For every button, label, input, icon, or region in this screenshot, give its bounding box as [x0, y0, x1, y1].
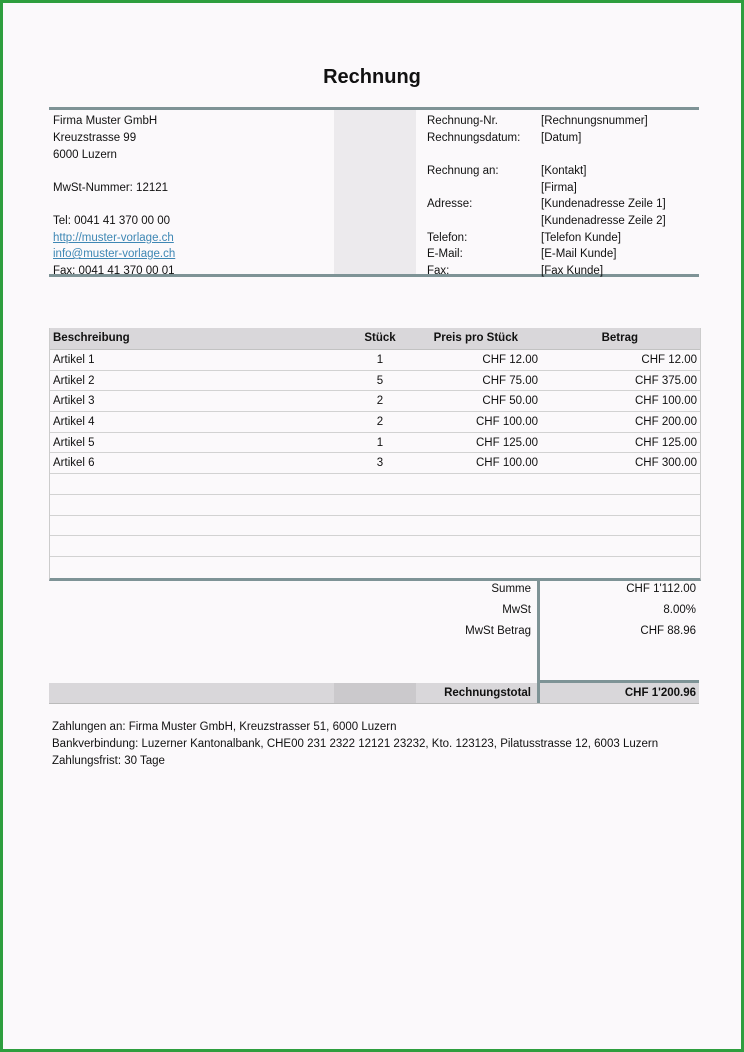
email-label: E-Mail: — [427, 248, 463, 260]
payment-footer — [52, 719, 658, 770]
row-unit-price: CHF 75.00 — [482, 374, 538, 387]
table-row — [50, 433, 700, 454]
row-amount: CHF 100.00 — [634, 395, 697, 408]
sender-email-link[interactable]: info@muster-vorlage.ch — [53, 248, 176, 260]
table-row — [50, 453, 700, 474]
empty-table-row — [50, 536, 700, 557]
address-label: Adresse: — [427, 198, 473, 210]
empty-table-row — [50, 495, 700, 516]
row-description: Artikel 5 — [53, 436, 95, 449]
empty-table-row — [50, 557, 700, 578]
row-description: Artikel 1 — [53, 354, 95, 366]
sum-value: CHF 1'112.00 — [626, 583, 696, 595]
vat-label: MwSt — [502, 604, 531, 616]
header-description: Beschreibung — [53, 332, 130, 344]
vat-amount-label: MwSt Betrag — [465, 625, 531, 637]
empty-table-row — [50, 516, 700, 537]
row-quantity: 3 — [376, 457, 384, 470]
payment-terms: Zahlungsfrist: 30 Tage — [52, 755, 165, 767]
sender-fax: Fax: 0041 41 370 00 01 — [53, 265, 175, 277]
row-unit-price: CHF 12.00 — [482, 354, 538, 366]
grand-total-value: CHF 1'200.96 — [624, 687, 696, 699]
row-description: Artikel 6 — [53, 457, 95, 470]
invoice-contact-value: [Kontakt] — [541, 165, 587, 177]
sender-street: Kreuzstrasse 99 — [53, 132, 137, 144]
row-unit-price: CHF 50.00 — [482, 395, 538, 408]
totals-block — [49, 579, 699, 701]
table-row — [50, 412, 700, 433]
table-row — [50, 371, 700, 392]
row-description: Artikel 3 — [53, 395, 95, 408]
row-amount: CHF 300.00 — [634, 457, 697, 470]
row-amount: CHF 375.00 — [634, 374, 697, 387]
sum-label: Summe — [491, 583, 531, 595]
row-description: Artikel 2 — [53, 374, 95, 387]
row-description: Artikel 4 — [53, 416, 95, 429]
email-value: [E-Mail Kunde] — [541, 248, 617, 260]
row-amount: CHF 125.00 — [634, 436, 697, 449]
row-quantity: 5 — [376, 374, 384, 387]
phone-label: Telefon: — [427, 232, 468, 244]
row-unit-price: CHF 100.00 — [475, 416, 538, 429]
row-unit-price: CHF 100.00 — [475, 457, 538, 470]
sender-company: Firma Muster GmbH — [53, 115, 158, 127]
grand-total-row — [49, 683, 699, 704]
invoice-number-label: Rechnung-Nr. — [427, 115, 498, 127]
header-shade — [334, 110, 416, 274]
items-table — [49, 328, 701, 581]
sender-vat: MwSt-Nummer: 12121 — [53, 182, 169, 194]
invoice-company-value: [Firma] — [541, 182, 577, 194]
invoice-to-label: Rechnung an: — [427, 165, 499, 177]
table-row — [50, 350, 700, 371]
invoice-number-value: [Rechnungsnummer] — [541, 115, 648, 127]
sender-tel: Tel: 0041 41 370 00 00 — [53, 215, 171, 227]
header-quantity: Stück — [364, 332, 396, 344]
row-quantity: 2 — [376, 416, 384, 429]
fax-label: Fax: — [427, 265, 450, 277]
address-line-2: [Kundenadresse Zeile 2] — [541, 215, 666, 227]
row-amount: CHF 12.00 — [641, 354, 697, 366]
row-quantity: 1 — [376, 354, 384, 366]
grand-total-shade — [334, 683, 416, 703]
header-amount: Betrag — [601, 332, 638, 344]
invoice-date-label: Rechnungsdatum: — [427, 132, 521, 144]
totals-divider — [537, 579, 540, 683]
invoice-header — [49, 107, 699, 277]
row-amount: CHF 200.00 — [634, 416, 697, 429]
grand-total-label: Rechnungstotal — [444, 687, 531, 699]
vat-amount-value: CHF 88.96 — [640, 625, 696, 637]
vat-value: 8.00% — [663, 604, 696, 616]
empty-table-row — [50, 474, 700, 495]
row-unit-price: CHF 125.00 — [475, 436, 538, 449]
payment-info: Zahlungen an: Firma Muster GmbH, Kreuzstrasser 51, 6000 Luzern — [52, 721, 397, 733]
phone-value: [Telefon Kunde] — [541, 232, 621, 244]
table-row — [50, 391, 700, 412]
bank-info: Bankverbindung: Luzerner Kantonalbank, CHE00 231 2322 12121 23232, Kto. 123123, Pilatusstrasse 12, 6003 Luzern — [52, 738, 659, 750]
fax-value: [Fax Kunde] — [541, 265, 604, 277]
sender-city: 6000 Luzern — [53, 149, 117, 161]
address-line-1: [Kundenadresse Zeile 1] — [541, 198, 666, 210]
header-unit-price: Preis pro Stück — [433, 332, 518, 344]
page-title: Rechnung — [323, 66, 421, 88]
table-header-row — [50, 328, 700, 350]
row-quantity: 1 — [376, 436, 384, 449]
sender-web-link[interactable]: http://muster-vorlage.ch — [53, 232, 174, 244]
invoice-date-value: [Datum] — [541, 132, 582, 144]
row-quantity: 2 — [376, 395, 384, 408]
